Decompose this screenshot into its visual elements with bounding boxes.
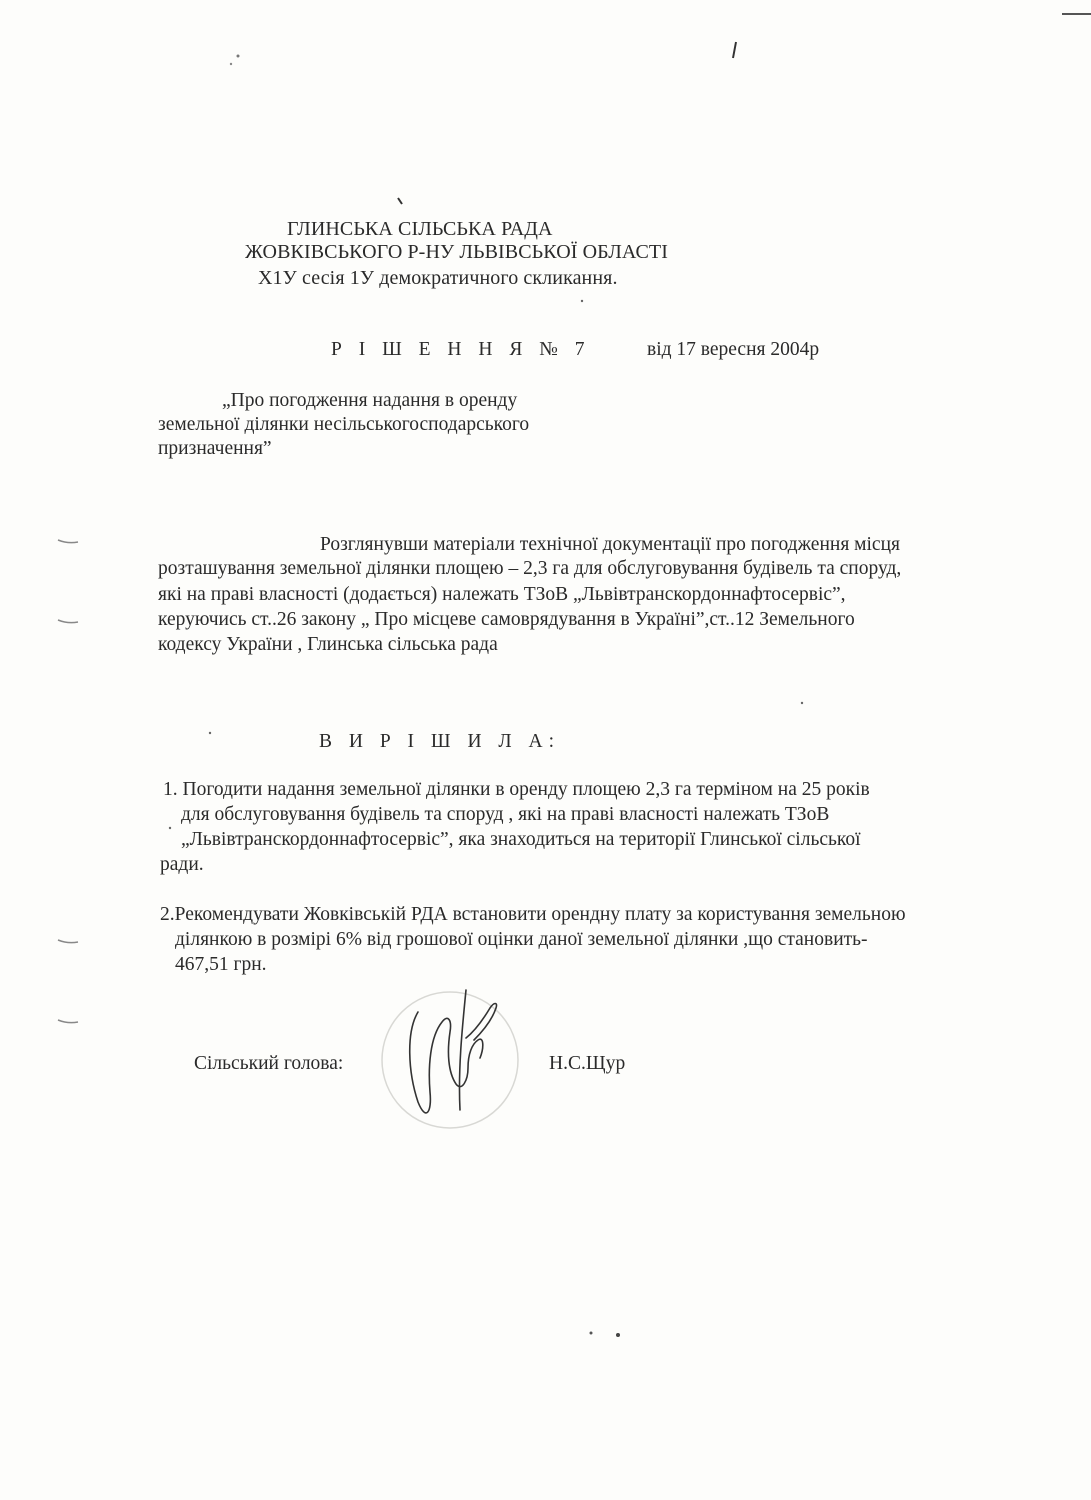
preamble-line-3: які на праві власності (додається) належать ТЗоВ „Львівтранскордоннафтосервіс”, [158, 584, 846, 605]
preamble-line-4: керуючись ст..26 закону „ Про місцеве самоврядування в Україні”,ст..12 Земельного [158, 609, 855, 630]
preamble-line-1: Розглянувши матеріали технічної документації про погодження місця [320, 534, 900, 555]
council-name: ГЛИНСЬКА СІЛЬСЬКА РАДА [287, 218, 553, 240]
item-1-line-4: ради. [160, 854, 204, 875]
item-2-line-3: 467,51 грн. [175, 954, 267, 975]
item-1-line-1: 1. Погодити надання земельної ділянки в оренду площею 2,3 га терміном на 25 років [163, 779, 870, 800]
decision-title: Р І Ш Е Н Н Я № 7 [331, 339, 591, 360]
subject-line-1: „Про погодження надання в оренду [222, 390, 518, 411]
preamble-line-2: розташування земельної ділянки площею – 2,3 га для обслуговування будівель та споруд, [158, 558, 902, 579]
signature-title: Сільський голова: [194, 1053, 344, 1074]
subject-line-3: призначення” [158, 438, 272, 459]
item-1-line-2: для обслуговування будівель та споруд , які на праві власності належать ТЗоВ [181, 804, 830, 825]
item-1-line-3: „Львівтранскордоннафтосервіс”, яка знаходиться на території Глинської сільської [181, 829, 861, 850]
item-2-line-2: ділянкою в розмірі 6% від грошової оцінки даної земельної ділянки ,що становить- [175, 929, 868, 950]
session-line: Х1У сесія 1У демократичного скликання. [258, 267, 618, 289]
signature-name: Н.С.Щур [549, 1053, 626, 1074]
subject-line-2: земельної ділянки несільськогосподарського [158, 414, 530, 435]
item-2-line-1: 2.Рекомендувати Жовківській РДА встановити орендну плату за користування земельною [160, 904, 906, 925]
decision-date: від 17 вересня 2004р [647, 339, 820, 360]
district-name: ЖОВКІВСЬКОГО Р-НУ ЛЬВІВСЬКОЇ ОБЛАСТІ [245, 241, 668, 263]
preamble-line-5: кодексу України , Глинська сільська рада [158, 634, 498, 655]
resolved-heading: В И Р І Ш И Л А: [319, 731, 561, 752]
